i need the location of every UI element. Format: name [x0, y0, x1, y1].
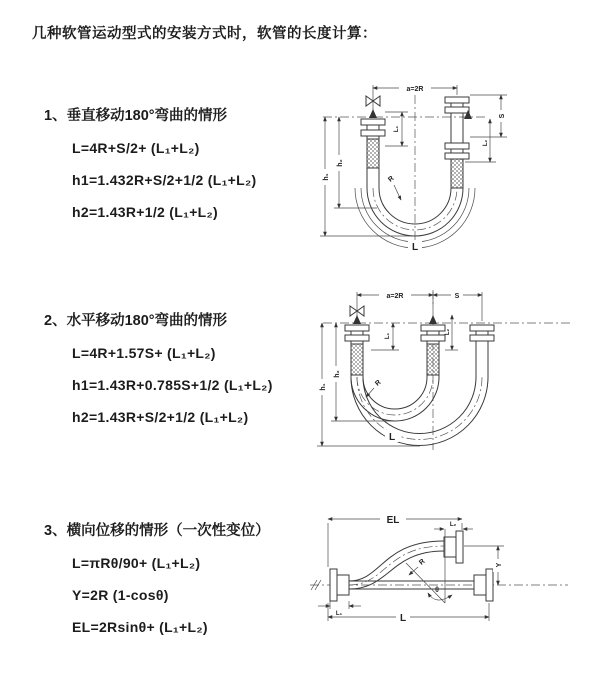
dim-label-l2: L₂	[449, 522, 457, 528]
dim-label-l2: L₂	[445, 328, 451, 336]
formula-L: L=4R+1.57S+ (L₁+L₂)	[72, 345, 216, 361]
dim-label-l1: L₁	[394, 125, 400, 133]
dim-label-s: S	[499, 113, 506, 119]
dim-label-l: L	[411, 242, 419, 253]
dim-label-s: S	[454, 293, 460, 300]
dim-label-r: R	[418, 558, 427, 567]
dimension-l1	[371, 323, 399, 350]
dim-label-y: Y	[496, 562, 503, 568]
dim-label-theta: θ	[435, 587, 439, 594]
dim-label-l2: L₂	[483, 139, 489, 147]
dim-label-h1: h₁	[323, 173, 330, 181]
pipe-assembly-left	[345, 315, 369, 375]
s-curve-hose	[349, 541, 444, 589]
dim-label-a2r: a=2R	[406, 86, 424, 93]
braided-hose-section	[351, 344, 363, 375]
section-lateral-displacement	[44, 515, 270, 643]
hose-bend-arcs	[351, 375, 488, 446]
braided-hose-section	[451, 159, 463, 188]
dimension-s	[433, 289, 482, 300]
section-3-heading: 3、横向位移的情形（一次性变位）	[44, 523, 270, 539]
flange-top-right	[444, 531, 463, 563]
dim-label-a2r: a=2R	[386, 293, 404, 300]
dimension-span-a2r	[357, 289, 482, 321]
dimension-l2	[445, 315, 458, 350]
dim-label-h1: h₁	[320, 383, 327, 391]
formula-h1: h1=1.43R+0.785S+1/2 (L₁+L₂)	[72, 377, 273, 393]
braided-hose-section	[367, 139, 379, 168]
dim-label-r: R	[387, 175, 396, 184]
dim-label-l: L	[388, 432, 396, 443]
length-callout	[408, 240, 422, 253]
section-1-heading: 1、垂直移动180°弯曲的情形	[44, 108, 228, 124]
formula-h2: h2=1.43R+S/2+1/2 (L₁+L₂)	[72, 409, 249, 425]
pipe-assembly-left	[361, 109, 385, 168]
section-vertical-bend	[44, 100, 257, 228]
dimension-l2	[465, 119, 496, 162]
formula-L: L=4R+S/2+ (L₁+L₂)	[72, 140, 200, 156]
page-title: 几种软管运动型式的安装方式时，软管的长度计算：	[32, 26, 377, 42]
section-2-heading: 2、水平移动180°弯曲的情形	[44, 313, 228, 329]
radius-callout	[366, 379, 383, 397]
formula-EL: EL=2Rsinθ+ (L₁+L₂)	[72, 619, 208, 635]
pipe-assembly-right	[445, 97, 472, 188]
diagram-lateral-displacement	[298, 505, 598, 650]
dimension-s	[470, 95, 507, 137]
formula-L: L=πRθ/90+ (L₁+L₂)	[72, 555, 201, 571]
section-horizontal-bend	[44, 305, 273, 433]
braided-hose-section	[427, 344, 439, 375]
dim-label-l: L	[399, 613, 407, 624]
dimension-l2	[434, 522, 473, 529]
dimension-el	[328, 512, 462, 567]
radius-callout	[387, 175, 401, 200]
radius-callout	[409, 558, 427, 575]
formula-Y: Y=2R (1-cosθ)	[72, 587, 169, 603]
dimension-l1	[318, 601, 361, 617]
dim-label-l1: L₁	[335, 611, 343, 617]
length-callout	[385, 430, 399, 443]
dim-label-r: R	[374, 379, 383, 388]
pipe-assembly-middle	[421, 315, 445, 375]
diagram-horizontal-180-bend	[308, 282, 593, 460]
formula-h2: h2=1.43R+1/2 (L₁+L₂)	[72, 204, 219, 220]
dim-label-el: EL	[386, 515, 400, 526]
dim-label-h2: h₂	[337, 159, 344, 167]
pipe-assembly-right	[470, 325, 494, 377]
diagram-vertical-180-bend	[315, 73, 590, 255]
flange-left	[330, 569, 349, 601]
dim-label-h2: h₂	[334, 370, 341, 378]
flange-bottom-right	[474, 569, 493, 601]
dim-label-l1: L₁	[385, 332, 391, 340]
angle-construction	[406, 529, 452, 603]
formula-h1: h1=1.432R+S/2+1/2 (L₁+L₂)	[72, 172, 257, 188]
